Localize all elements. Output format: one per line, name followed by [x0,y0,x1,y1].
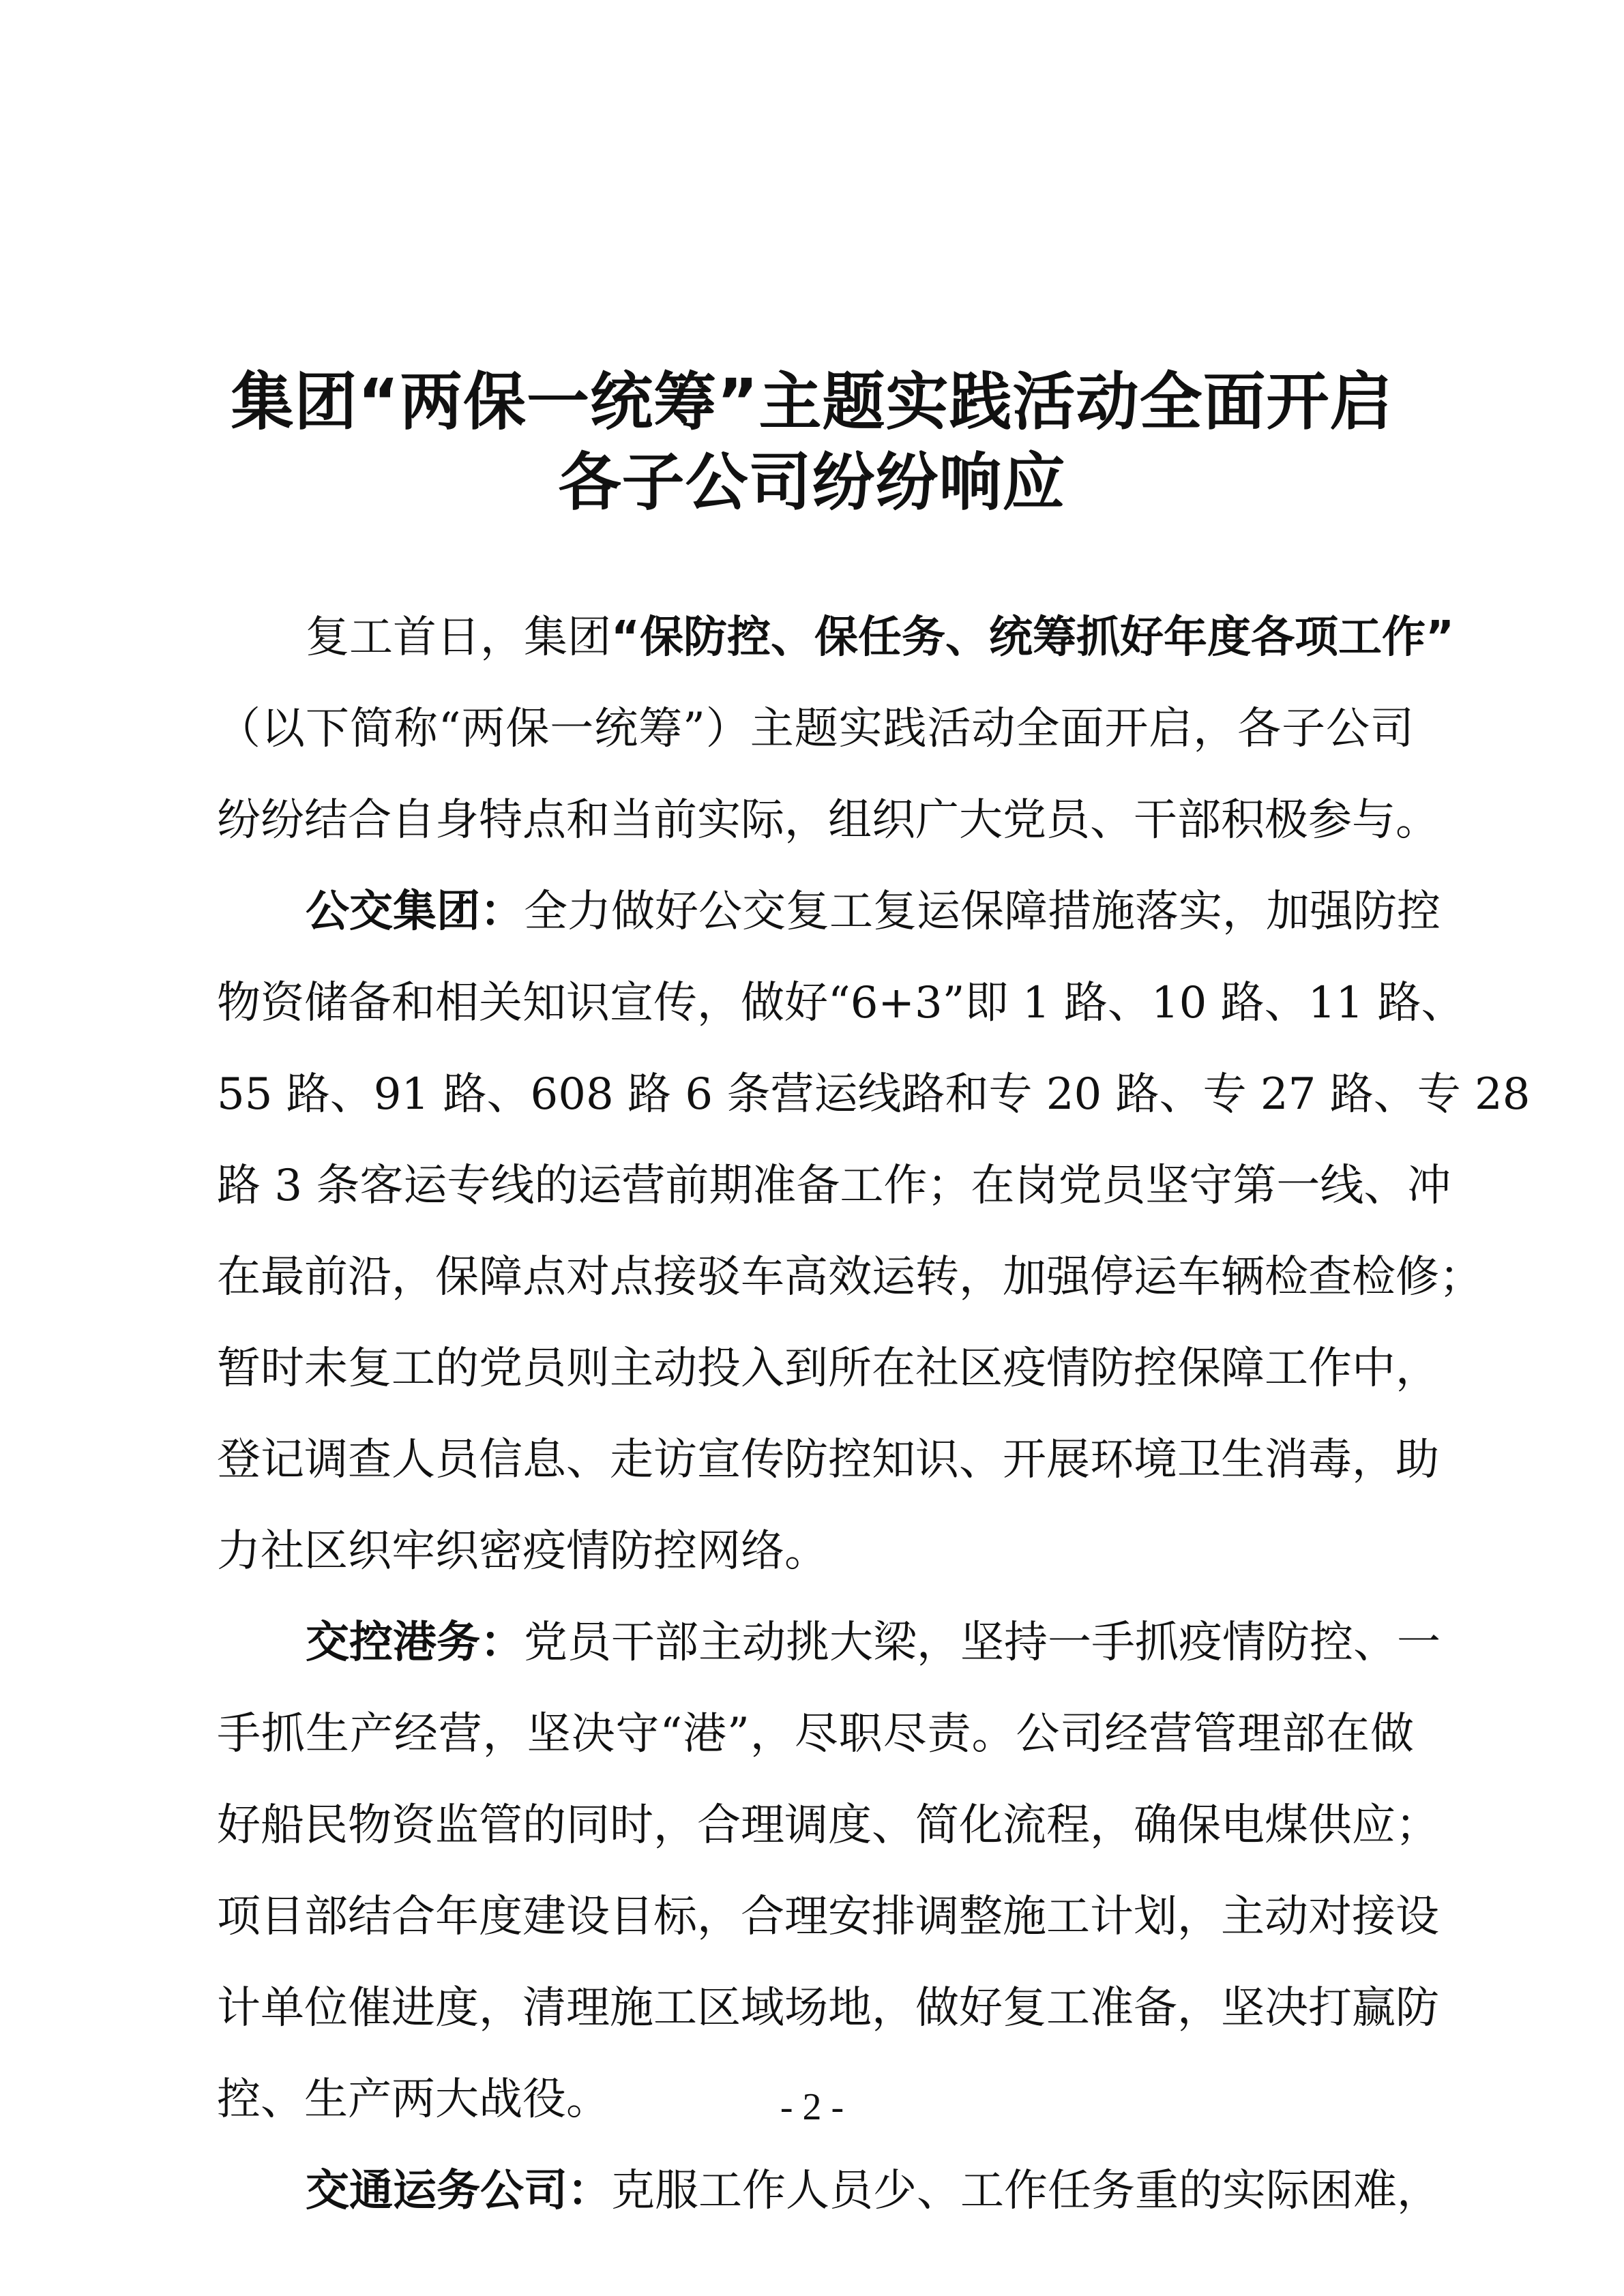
paragraph-2-line-1 [217,866,1441,957]
paragraph-1-line-1 [217,592,1455,683]
paragraph-2-line-2: 物资储备和相关知识宣传，做好“6+3”即 1 路、10 路、11 路、 [217,978,1465,1028]
paragraph-4-line-1 [217,2145,1441,2237]
paragraph-2-line-6: 暂时未复工的党员则主动投入到所在社区疫情防控保障工作中， [217,1343,1439,1394]
paragraph-2-line-5: 在最前沿，保障点对点接驳车高效运转，加强停运车辆检查检修； [217,1252,1483,1302]
paragraph-3-line-1 [217,1597,1441,1688]
paragraph-4-lead: 交通运务公司： [306,2166,611,2216]
document-title-line-1: 集团“两保一统筹”主题实践活动全面开启 [231,366,1393,438]
paragraph-3-line-2: 手抓生产经营，坚决守“港”，尽职尽责。公司经营管理部在做 [217,1709,1414,1759]
paragraph-2-line-7: 登记调查人员信息、走访宣传防控知识、开展环境卫生消毒，助 [217,1435,1439,1485]
paragraph-3-line-4: 项目部结合年度建设目标，合理安排调整施工计划，主动对接设 [217,1892,1439,1942]
paragraph-2-lead: 公交集团： [306,886,524,937]
paragraph-1-line-3: 纷纷结合自身特点和当前实际，组织广大党员、干部积极参与。 [217,795,1439,846]
paragraph-3-line-5: 计单位催进度，清理施工区域场地，做好复工准备，坚决打赢防 [217,1983,1439,2033]
paragraph-3-line-6: 控、生产两大战役。 [217,2074,610,2125]
paragraph-3-text: 党员干部主动挑大梁，坚持一手抓疫情防控、一 [524,1617,1441,1668]
paragraph-2-line-4: 路 3 条客运专线的运营前期准备工作；在岗党员坚守第一线、冲 [217,1161,1451,1211]
paragraph-1-line-2: （以下简称“两保一统筹”）主题实践活动全面开启，各子公司 [217,704,1414,754]
paragraph-2-text: 全力做好公交复工复运保障措施落实，加强防控 [524,886,1441,937]
paragraph-4-text: 克服工作人员少、工作任务重的实际困难， [611,2166,1441,2216]
paragraph-3-lead: 交控港务： [306,1617,524,1668]
page-number: - 2 - [780,2086,844,2128]
paragraph-1-highlight: “保防控、保任务、统筹抓好年度各项工作” [611,612,1455,663]
document-title-line-2: 各子公司纷纷响应 [558,446,1066,519]
paragraph-2-line-8: 力社区织牢织密疫情防控网络。 [217,1526,828,1577]
paragraph-1-intro: 复工首日，集团 [306,612,611,663]
paragraph-3-line-3: 好船民物资监管的同时，合理调度、简化流程，确保电煤供应； [217,1800,1439,1851]
paragraph-2-line-3: 55 路、91 路、608 路 6 条营运线路和专 20 路、专 27 路、专 28 [217,1069,1531,1120]
